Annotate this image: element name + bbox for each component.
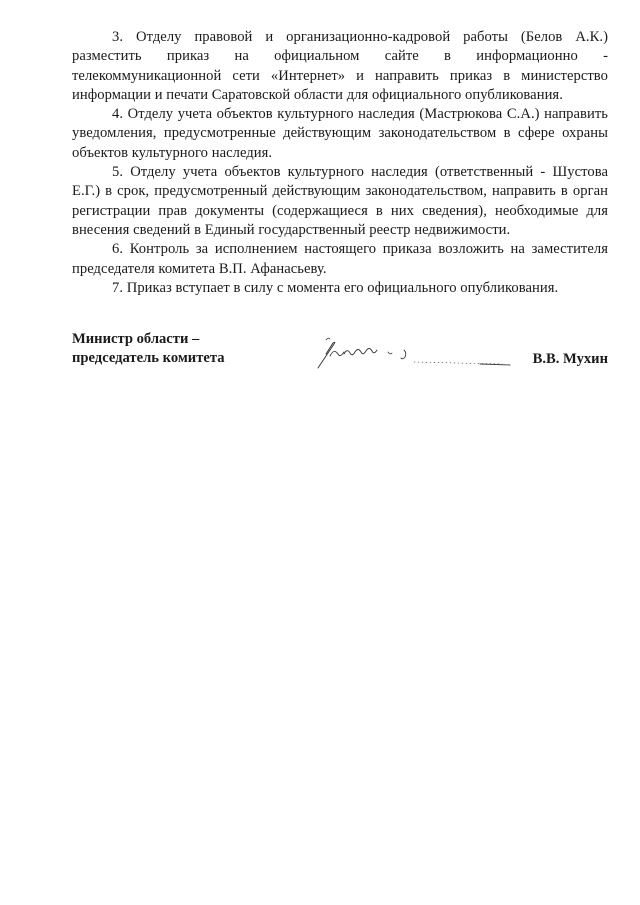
paragraph-5: 5. Отделу учета объектов культурного наследия (ответственный - Шустова Е.Г.) в срок, предусмотренный действующим законодательством, направить в орган регистрации прав документы (содержащиеся в них сведения), необходимые для внесения сведений в Единый государственный реестр недвижимости. [72,164,608,238]
paragraph-7: 7. Приказ вступает в силу с момента его официального опубликования. [112,279,559,296]
signer-title [72,330,225,368]
paragraph-6: 6. Контроль за исполнением настоящего приказа возложить на заместителя председателя комитета В.П. Афанасьеву. [72,241,608,277]
signer-name: В.В. Мухин [532,351,608,367]
handwritten-signature-icon [312,332,512,372]
signer-title-line1: Министр области – [72,331,200,347]
paragraph-4: 4. Отделу учета объектов культурного наследия (Мастрюкова С.А.) направить уведомления, предусмотренные действующим законодательством в сфере охраны объектов культурного наследия. [72,106,608,161]
signer-title-line2: председатель комитета [72,350,225,366]
signature-block [72,330,608,374]
paragraph-3: 3. Отделу правовой и организационно-кадровой работы (Белов А.К.) разместить приказ на официальном сайте в информационно - телекоммуникационной сети «Интернет» и направить приказ в министерство информации и печати Саратовской области для официального опубликования. [72,29,608,103]
document-body [72,28,608,298]
